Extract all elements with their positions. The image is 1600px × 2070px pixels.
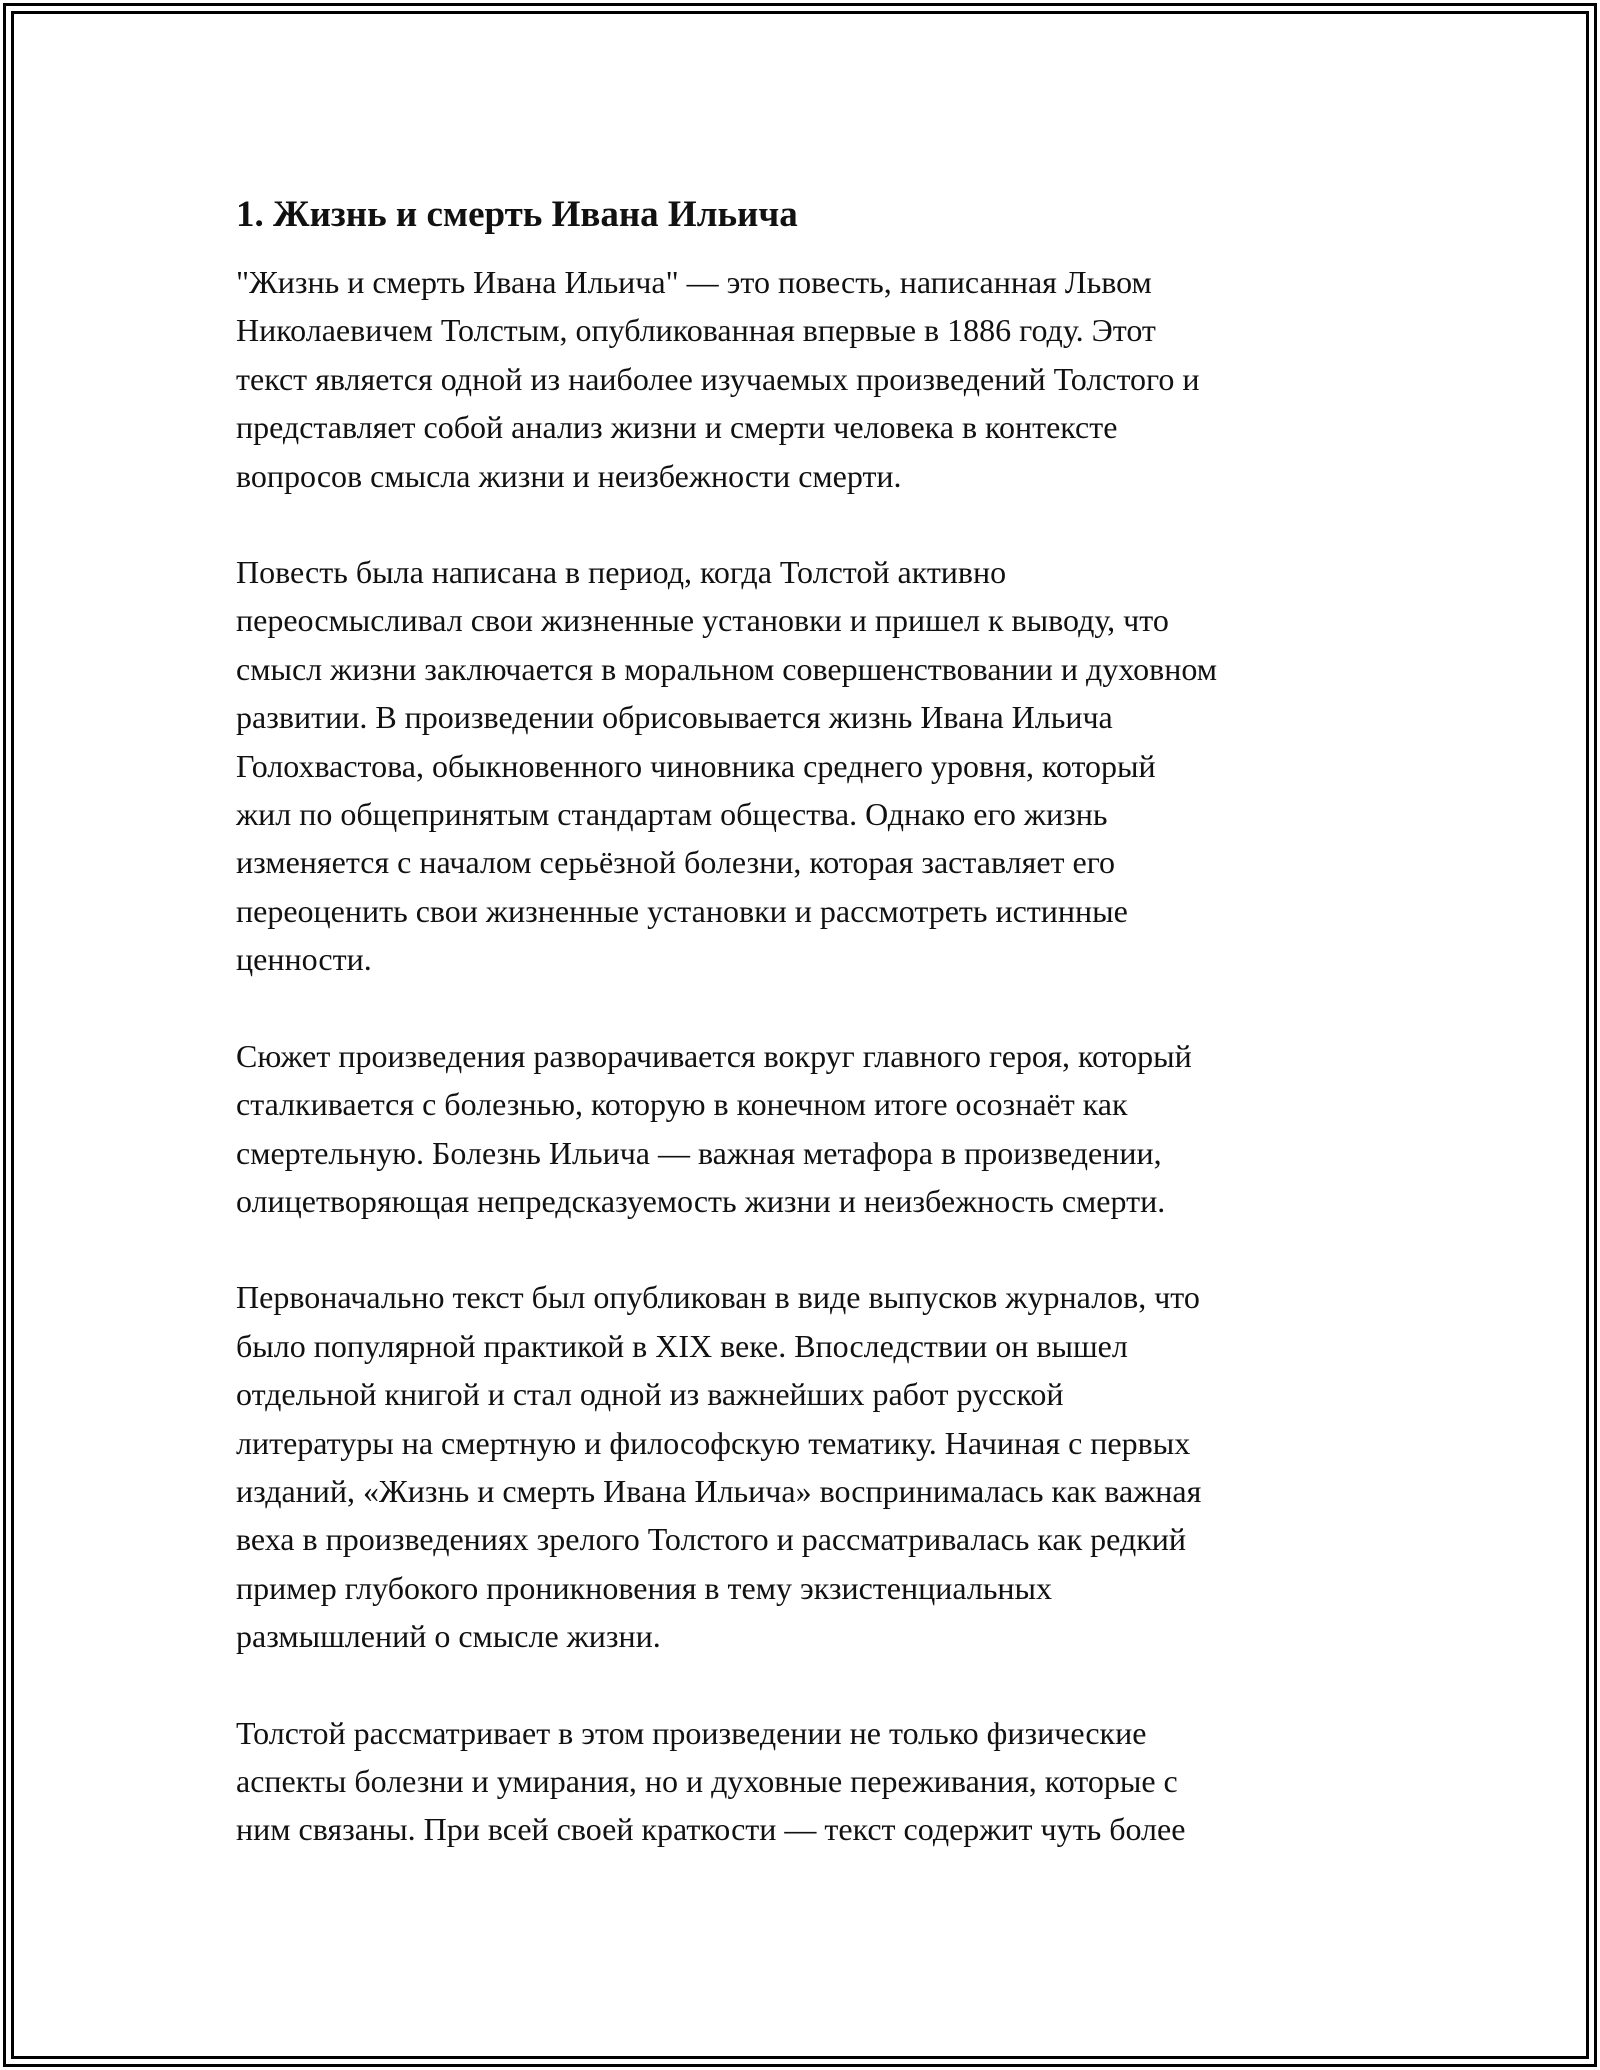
document-body	[236, 186, 1376, 1854]
paragraph: "Жизнь и смерть Ивана Ильича" — это повесть, написанная Львом Николаевичем Толстым, опубликованная впервые в 1886 году. Этот текст является одной из наиболее изучаемых произведений Толстого и представляет собой анализ жизни и смерти человека в контексте вопросов смысла жизни и неизбежности смерти.	[236, 264, 1200, 494]
paragraph: Повесть была написана в период, когда Толстой активно переосмысливал свои жизненные установки и пришел к выводу, что смысл жизни заключается в моральном совершенствовании и духовном развитии. В произведении обрисовывается жизнь Ивана Ильича Голохвастова, обыкновенного чиновника среднего уровня, который жил по общепринятым стандартам общества. Однако его жизнь изменяется с началом серьёзной болезни, которая заставляет его переоценить свои жизненные установки и рассмотреть истинные ценности.	[236, 554, 1217, 978]
paragraph: Первоначально текст был опубликован в виде выпусков журналов, что было популярной практикой в XIX веке. Впоследствии он вышел отдельной книгой и стал одной из важнейших работ русской литературы на смертную и философскую тематику. Начиная с первых изданий, «Жизнь и смерть Ивана Ильича» воспринималась как важная веха в произведениях зрелого Толстого и рассматривалась как редкий пример глубокого проникновения в тему экзистенциальных размышлений о смысле жизни.	[236, 1279, 1202, 1655]
paragraph: Толстой рассматривает в этом произведении не только физические аспекты болезни и умирания, но и духовные переживания, которые с ним связаны. При всей своей краткости — текст содержит чуть более	[236, 1714, 1186, 1848]
section-title: 1. Жизнь и смерть Ивана Ильича	[236, 194, 798, 235]
paragraph: Сюжет произведения разворачивается вокруг главного героя, который сталкивается с болезнью, которую в конечном итоге осознаёт как смертельную. Болезнь Ильича — важная метафора в произведении, олицетворяющая непредсказуемость жизни и неизбежность смерти.	[236, 1037, 1192, 1219]
